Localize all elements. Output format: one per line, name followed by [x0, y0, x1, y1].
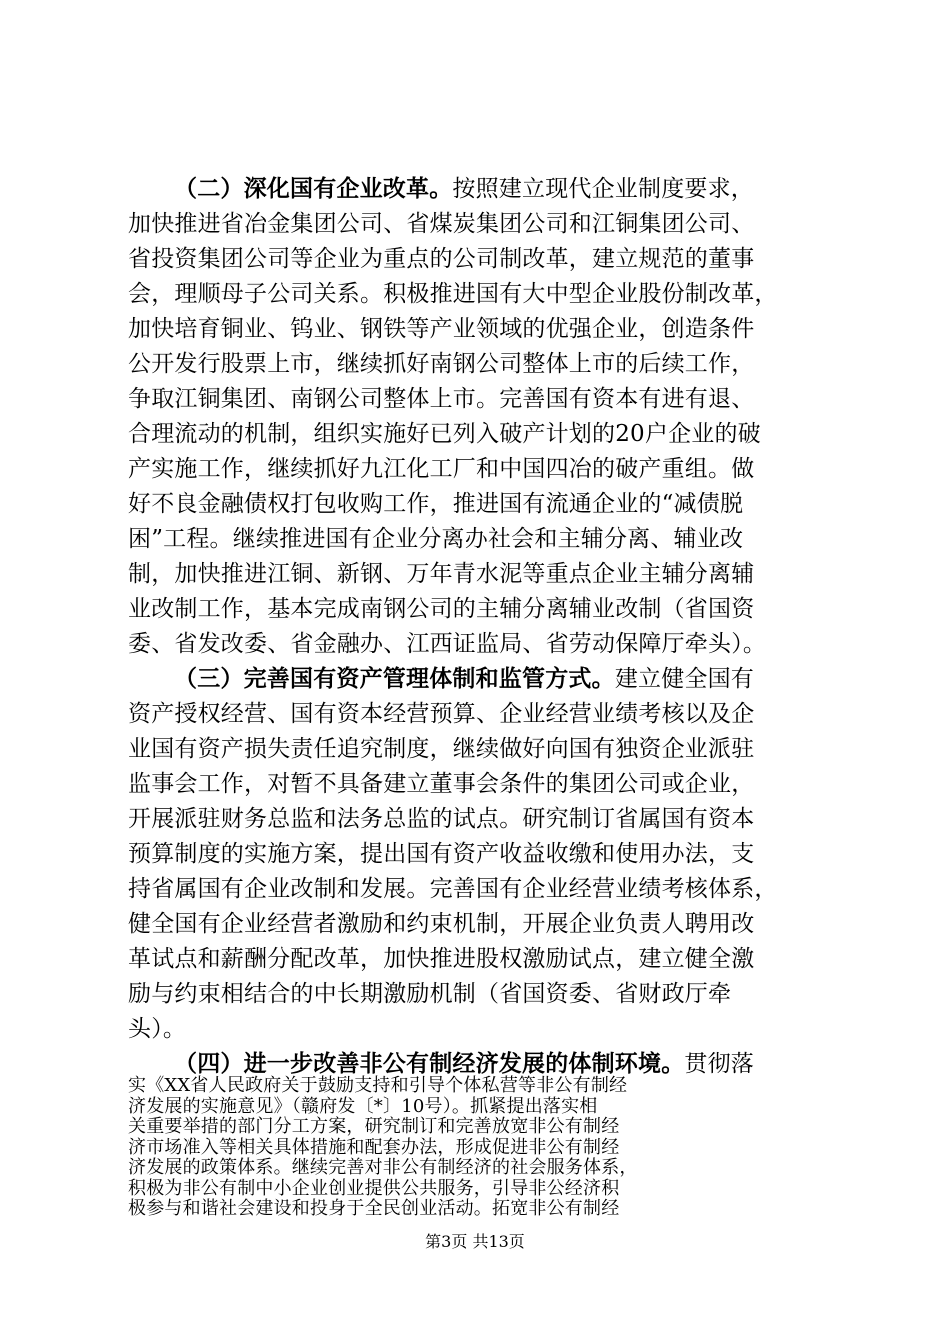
paragraph-2-line-8: 合理流动的机制，组织实施好已列入破产计划的20户企业的破 — [128, 421, 761, 447]
paragraph-4-line-5: 济市场准入等相关具体措施和配套办法，形成促进非公有制经 — [128, 1136, 620, 1158]
paragraph-3-line-2: 资产授权经营、国有资本经营预算、企业经营业绩考核以及企 — [128, 701, 755, 727]
paragraph-3-line-1 — [174, 662, 840, 696]
page-number-footer: 第3页 共13页 — [425, 1232, 525, 1251]
paragraph-3-line-9: 革试点和薪酬分配改革，加快推进股权激励试点，建立健全激 — [128, 946, 755, 972]
paragraph-2-line-4: 会，理顺母子公司关系。积极推进国有大中型企业股份制改革， — [128, 281, 778, 307]
paragraph-4-line-8: 极参与和谐社会建设和投身于全民创业活动。拓宽非公有制经 — [128, 1198, 620, 1219]
paragraph-2-text: 按照建立现代企业制度要求， — [452, 176, 755, 202]
paragraph-2-heading: （二）深化国有企业改革。 — [174, 176, 453, 202]
paragraph-3-heading: （三）完善国有资产管理体制和监管方式。 — [174, 666, 615, 692]
paragraph-3-line-8: 健全国有企业经营者激励和约束机制，开展企业负责人聘用改 — [128, 911, 755, 937]
paragraph-2-line-10: 好不良金融债权打包收购工作，推进国有流通企业的“减债脱 — [128, 491, 744, 517]
paragraph-4-line-4: 关重要举措的部门分工方案，研究制订和完善放宽非公有制经 — [128, 1116, 620, 1137]
paragraph-2-line-12: 制，加快推进江铜、新钢、万年青水泥等重点企业主辅分离辅 — [128, 561, 755, 587]
paragraph-2-line-13: 业改制工作，基本完成南钢公司的主辅分离辅业改制（省国资 — [128, 596, 755, 622]
paragraph-2-line-7: 争取江铜集团、南钢公司整体上市。完善国有资本有进有退、 — [128, 386, 755, 412]
paragraph-2-line-6: 公开发行股票上市，继续抓好南钢公司整体上市的后续工作， — [128, 351, 755, 377]
paragraph-4-line-2: 实《XX省人民政府关于鼓励支持和引导个体私营等非公有制经 — [128, 1075, 628, 1096]
paragraph-3-line-3: 业国有资产损失责任追究制度，继续做好向国有独资企业派驻 — [128, 736, 755, 762]
paragraph-4-heading: （四）进一步改善非公有制经济发展的体制环境。 — [174, 1051, 685, 1077]
paragraph-3-line-7: 持省属国有企业改制和发展。完善国有企业经营业绩考核体系， — [128, 876, 778, 902]
paragraph-2-line-5: 加快培育铜业、钨业、钢铁等产业领域的优强企业，创造条件 — [128, 316, 755, 342]
paragraph-2-line-3: 省投资集团公司等企业为重点的公司制改革，建立规范的董事 — [128, 246, 755, 272]
paragraph-3-text: 建立健全国有 — [614, 666, 755, 692]
paragraph-3-line-6: 预算制度的实施方案，提出国有资产收益收缴和使用办法，支 — [128, 841, 755, 867]
paragraph-3-line-10: 励与约束相结合的中长期激励机制（省国资委、省财政厅牵 — [128, 981, 732, 1007]
paragraph-3-line-11: 头）。 — [128, 1016, 187, 1042]
paragraph-4-text: 贯彻落 — [684, 1051, 755, 1077]
paragraph-3-line-5: 开展派驻财务总监和法务总监的试点。研究制订省属国有资本 — [128, 806, 755, 832]
paragraph-4-line-6: 济发展的政策体系。继续完善对非公有制经济的社会服务体系， — [128, 1157, 638, 1178]
paragraph-2-line-9: 产实施工作，继续抓好九江化工厂和中国四冶的破产重组。做 — [128, 456, 755, 482]
paragraph-4-line-7: 积极为非公有制中小企业创业提供公共服务，引导非公经济积 — [128, 1177, 620, 1199]
paragraph-3-line-4: 监事会工作，对暂不具备建立董事会条件的集团公司或企业， — [128, 771, 755, 797]
paragraph-2-line-11: 困”工程。继续推进国有企业分离办社会和主辅分离、辅业改 — [128, 526, 744, 552]
paragraph-2-line-1 — [174, 172, 840, 206]
paragraph-4-line-3: 济发展的实施意见》（赣府发〔*〕10号）。抓紧提出落实相 — [128, 1095, 598, 1117]
paragraph-2-line-14: 委、省发改委、省金融办、江西证监局、省劳动保障厅牵头）。 — [128, 631, 767, 657]
paragraph-2-line-2: 加快推进省冶金集团公司、省煤炭集团公司和江铜集团公司、 — [128, 211, 755, 237]
